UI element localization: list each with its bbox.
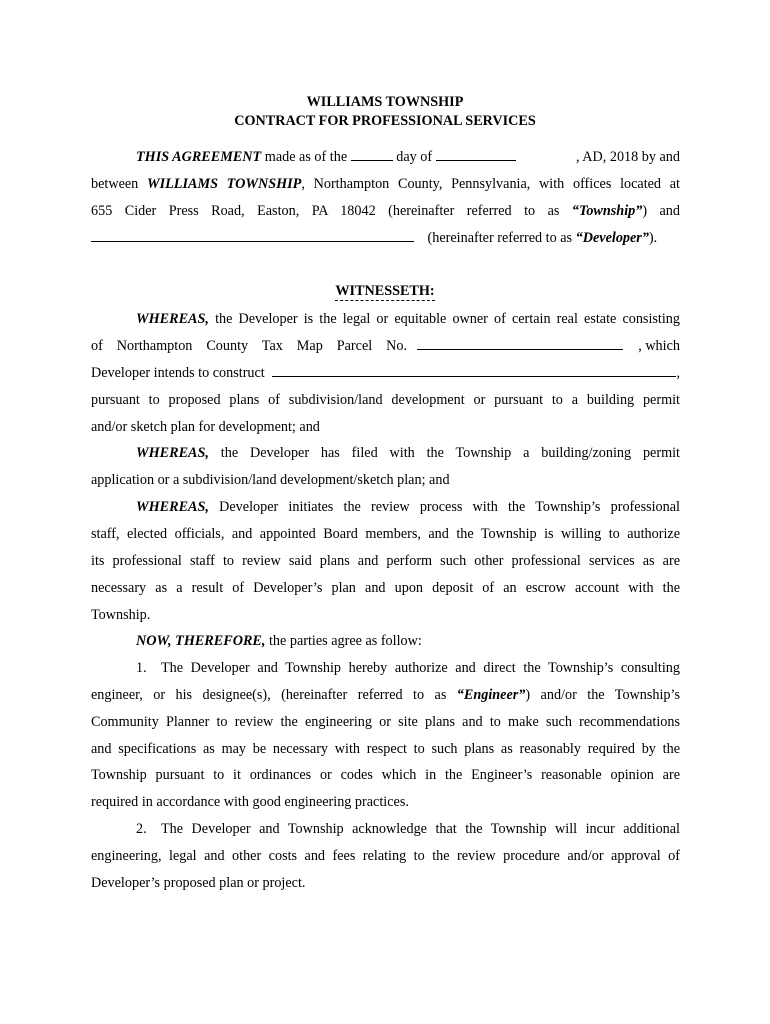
- developer-name-blank[interactable]: [91, 228, 414, 242]
- item1-line-1: 1. The Developer and Township hereby authorize and direct the Township’s consulting: [136, 660, 680, 676]
- witnesseth-heading: WITNESSETH:: [335, 283, 435, 299]
- item1-line-6: required in accordance with good engineering practices.: [91, 794, 409, 810]
- engineer-term: “Engineer”: [456, 687, 526, 703]
- intro-line-3: 655 Cider Press Road, Easton, PA 18042 (hereinafter referred to as “Township”) and: [91, 203, 680, 219]
- whereas1-line-3: Developer intends to construct ,: [91, 365, 680, 381]
- month-blank[interactable]: [436, 147, 516, 161]
- whereas2-line-1: WHEREAS, the Developer has filed with the Township a building/zoning permit: [136, 445, 680, 461]
- item2-line-2: engineering, legal and other costs and fees relating to the review procedure and/or approval of: [91, 848, 680, 864]
- whereas3-line-3: its professional staff to review said plans and perform such other professional services as are: [91, 553, 680, 569]
- item2-number: 2.: [136, 821, 147, 837]
- intro-line-2: between WILLIAMS TOWNSHIP, Northampton County, Pennsylvania, with offices located at: [91, 176, 680, 192]
- parcel-number-blank[interactable]: [417, 336, 623, 350]
- item1-line-5: Township pursuant to it ordinances or codes which in the Engineer’s reasonable opinion are: [91, 767, 680, 783]
- item1-line-4: and specifications as may be necessary with respect to such plans as reasonably required by the: [91, 741, 680, 757]
- item2-line-3: Developer’s proposed plan or project.: [91, 875, 306, 891]
- now-therefore-line: NOW, THEREFORE, the parties agree as follow:: [136, 633, 422, 649]
- whereas3-line-2: staff, elected officials, and appointed Board members, and the Township is willing to authorize: [91, 526, 680, 542]
- williams-township-term: WILLIAMS TOWNSHIP: [147, 176, 302, 192]
- header-township-name: WILLIAMS TOWNSHIP: [306, 94, 464, 110]
- whereas1-line-1: WHEREAS, the Developer is the legal or equitable owner of certain real estate consisting: [136, 311, 680, 327]
- intro-line-4: (hereinafter referred to as “Developer”).: [91, 228, 680, 248]
- developer-term: “Developer”: [575, 230, 649, 246]
- item1-number: 1.: [136, 660, 147, 676]
- day-blank[interactable]: [351, 147, 393, 161]
- this-agreement-term: THIS AGREEMENT: [136, 149, 262, 165]
- construct-blank[interactable]: [272, 363, 676, 377]
- item2-line-1: 2. The Developer and Township acknowledge that the Township will incur additional: [136, 821, 680, 837]
- township-term: “Township”: [571, 203, 643, 219]
- whereas1-line-5: and/or sketch plan for development; and: [91, 419, 320, 435]
- whereas1-line-4: pursuant to proposed plans of subdivision/land development or pursuant to a building permit: [91, 392, 680, 408]
- whereas3-line-4: necessary as a result of Developer’s plan and upon deposit of an escrow account with the: [91, 580, 680, 596]
- header-contract-title: CONTRACT FOR PROFESSIONAL SERVICES: [234, 113, 536, 129]
- item1-line-3: Community Planner to review the engineering or site plans and to make such recommendations: [91, 714, 680, 730]
- whereas1-line-2: of Northampton County Tax Map Parcel No. , which: [91, 338, 680, 354]
- whereas3-line-1: WHEREAS, Developer initiates the review process with the Township’s professional: [136, 499, 680, 515]
- intro-line-1: THIS AGREEMENT made as of the day of , AD, 2018 by and: [136, 149, 680, 165]
- item1-line-2: engineer, or his designee(s), (hereinafter referred to as “Engineer”) and/or the Township’s: [91, 687, 680, 703]
- whereas3-line-5: Township.: [91, 607, 151, 623]
- whereas2-line-2: application or a subdivision/land development/sketch plan; and: [91, 472, 450, 488]
